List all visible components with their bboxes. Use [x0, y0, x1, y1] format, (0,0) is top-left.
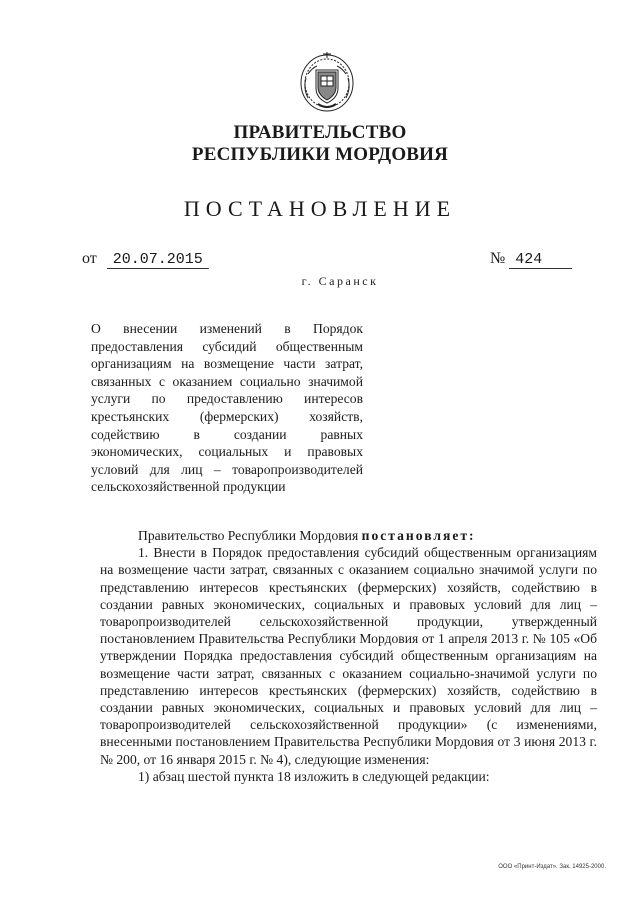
date-prefix: от	[82, 250, 97, 267]
decree-word: постановляет:	[361, 528, 476, 543]
document-number: 424	[509, 251, 572, 269]
government-title	[0, 122, 640, 166]
document-date: 20.07.2015	[107, 251, 209, 269]
number-prefix: №	[490, 250, 506, 267]
coat-of-arms-icon	[298, 48, 356, 114]
number-row	[490, 250, 572, 268]
city: г. Саранск	[301, 274, 379, 288]
intro-line	[100, 527, 597, 544]
paragraph-1: 1. Внести в Порядок предоставления субсидий общественным организациям на возмещение части затрат, связанных с оказанием социально значимой услуги по представлению интересов крестьянских (фермерских) хозяйств, содействию в создании равных экономических, социальных и правовых условий для лиц – товаропроизводителей сельскохозяйственной продукции, утвержденный постановлением Правительства Республики Мордовия от 1 апреля 2013 г. № 105 «Об утверждении Порядка предоставления субсидий общественным организациям на возмещение части затрат, связанных с оказанием социально-значимой услуги по представлению интересов крестьянских (фермерских) хозяйств, содействию в создании равных экономических, социальных и правовых условий для лиц – товаропроизводителей сельскохозяйственной продукции» (с изменениями, внесенными постановлением Правительства Республики Мордовия от 3 июня 2013 г. № 200, от 16 января 2015 г. № 4), следующие изменения:	[100, 545, 597, 767]
document-subject: О внесении изменений в Порядок предоставления субсидий общественным организациям на возмещение части затрат, связанных с оказанием социально значимой услуги по предоставлению интересов крестьянских (фермерских) хозяйств, содействию в создании равных экономических, социальных и правовых условий для лиц – товаропроизводителей сельскохозяйственной продукции	[91, 321, 363, 495]
printer-note: ООО «Принт-Издат». Зак. 14925-2000.	[498, 864, 606, 870]
document-body	[100, 527, 597, 785]
intro-text: Правительство Республики Мордовия	[138, 528, 362, 543]
government-title-line2: РЕСПУБЛИКИ МОРДОВИЯ	[191, 144, 449, 165]
date-row	[82, 250, 209, 268]
paragraph-2: 1) абзац шестой пункта 18 изложить в следующей редакции:	[138, 768, 490, 784]
document-type: ПОСТАНОВЛЕНИЕ	[183, 196, 457, 221]
government-title-line1: ПРАВИТЕЛЬСТВО	[233, 122, 407, 143]
